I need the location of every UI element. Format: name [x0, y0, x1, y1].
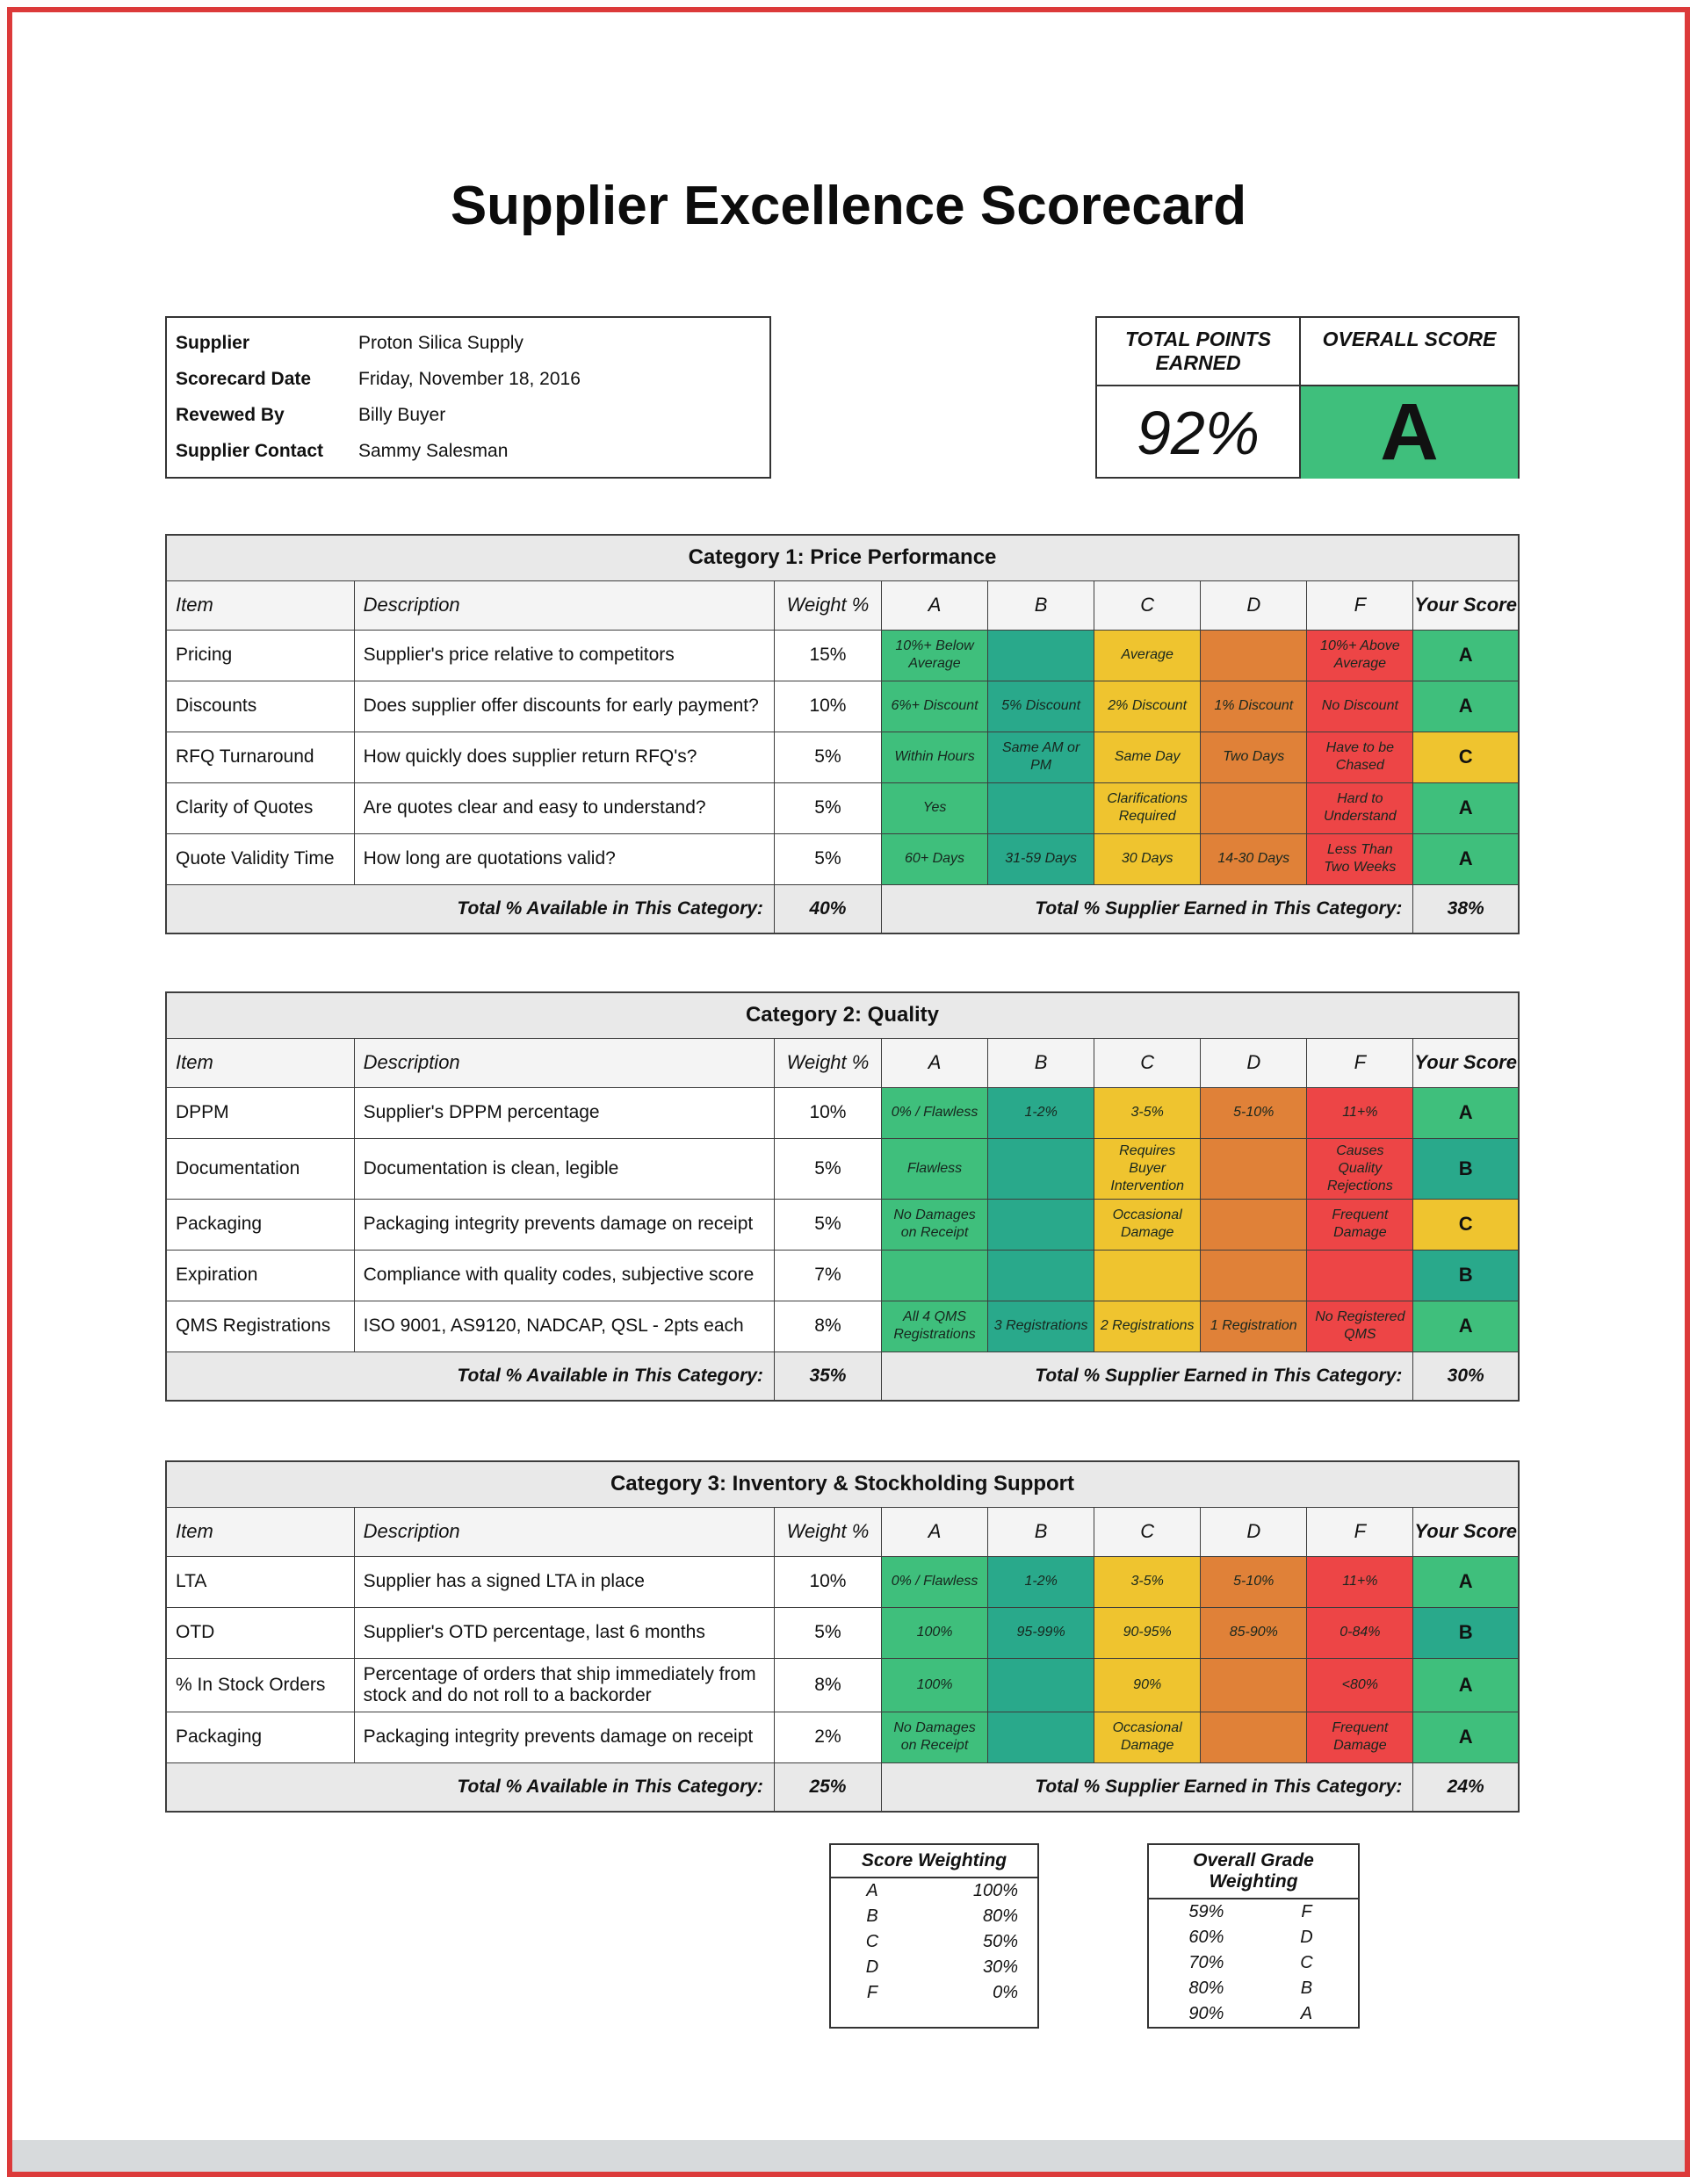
your-score-cell: C	[1413, 1199, 1519, 1250]
top-summary-row	[165, 316, 1520, 479]
grade-b-cell	[988, 1658, 1094, 1712]
scorecard-row	[166, 1301, 1519, 1351]
grade-c-cell: 3-5%	[1094, 1556, 1201, 1607]
supplier-info-row	[167, 441, 769, 462]
grade-a-cell: All 4 QMS Registrations	[882, 1301, 988, 1351]
total-available-label: Total % Available in This Category:	[166, 1762, 774, 1812]
weight-cell: 15%	[774, 630, 881, 681]
score-summary-header-row	[1097, 318, 1518, 386]
description-cell: Supplier's OTD percentage, last 6 months	[354, 1607, 774, 1658]
grade-f-cell: Less Than Two Weeks	[1307, 833, 1413, 884]
scorecard-row	[166, 1712, 1519, 1762]
category-2-title: Category 2: Quality	[166, 992, 1519, 1038]
grade-c-cell: 90-95%	[1094, 1607, 1201, 1658]
category-totals-row	[166, 1351, 1519, 1401]
reviewed-by-value: Billy Buyer	[358, 405, 446, 426]
total-earned-label: Total % Supplier Earned in This Category:	[882, 884, 1413, 933]
grade-f-cell: Frequent Damage	[1307, 1712, 1413, 1762]
grade-d-cell: 1 Registration	[1201, 1301, 1307, 1351]
page-title: Supplier Excellence Scorecard	[450, 176, 1247, 236]
grade-c-cell: Clarifications Required	[1094, 782, 1201, 833]
grade-d-cell: Two Days	[1201, 732, 1307, 782]
grade-b-cell: 95-99%	[988, 1607, 1094, 1658]
total-earned-value: 30%	[1413, 1351, 1519, 1401]
grade-f-cell: 0-84%	[1307, 1607, 1413, 1658]
grade-a-cell: 0% / Flawless	[882, 1087, 988, 1138]
weight-cell: 10%	[774, 681, 881, 732]
overall-grade-weighting-row: 59% F	[1188, 1902, 1312, 1921]
grade-d-cell: 5-10%	[1201, 1087, 1307, 1138]
grade-d-header: D	[1201, 1038, 1307, 1087]
page-frame	[7, 7, 1690, 2177]
supplier-contact-value: Sammy Salesman	[358, 441, 509, 462]
total-available-label: Total % Available in This Category:	[166, 1351, 774, 1401]
supplier-label: Supplier	[176, 332, 250, 353]
description-cell: Does supplier offer discounts for early payment?	[354, 681, 774, 732]
grade-c-cell: Average	[1094, 630, 1201, 681]
total-earned-value: 24%	[1413, 1762, 1519, 1812]
grade-f-header: F	[1307, 1038, 1413, 1087]
supplier-info-box	[165, 316, 771, 479]
grade-a-cell: 6%+ Discount	[882, 681, 988, 732]
total-earned-value: 38%	[1413, 884, 1519, 933]
description-cell: Supplier's price relative to competitors	[354, 630, 774, 681]
grade-a-cell	[882, 1250, 988, 1301]
item-cell: RFQ Turnaround	[166, 732, 354, 782]
score-weighting-table	[829, 1843, 1039, 2029]
grade-a-cell: 100%	[882, 1607, 988, 1658]
item-cell: Discounts	[166, 681, 354, 732]
overall-grade-weighting-row: 80% B	[1188, 1979, 1313, 1998]
your-score-header: Your Score	[1413, 1507, 1519, 1556]
category-totals-row	[166, 1762, 1519, 1812]
scorecard-row	[166, 1199, 1519, 1250]
weight-cell: 5%	[774, 732, 881, 782]
description-cell: Percentage of orders that ship immediately from stock and do not roll to a backorder	[354, 1658, 774, 1712]
score-weighting-row: B 80%	[866, 1906, 1018, 1926]
grade-c-cell: Occasional Damage	[1094, 1712, 1201, 1762]
supplier-info-row	[167, 369, 769, 390]
your-score-cell: A	[1413, 1712, 1519, 1762]
score-weighting-title: Score Weighting	[831, 1845, 1037, 1878]
your-score-cell: B	[1413, 1250, 1519, 1301]
grade-a-header: A	[882, 1038, 988, 1087]
column-header-row	[166, 1038, 1519, 1087]
grade-b-cell: 3 Registrations	[988, 1301, 1094, 1351]
category-title-row	[166, 535, 1519, 580]
description-cell: Are quotes clear and easy to understand?	[354, 782, 774, 833]
grade-c-cell: Same Day	[1094, 732, 1201, 782]
weight-cell: 10%	[774, 1556, 881, 1607]
grade-c-header: C	[1094, 1038, 1201, 1087]
description-header: Description	[354, 1507, 774, 1556]
score-weighting-row: F 0%	[866, 1983, 1018, 2002]
weight-cell: 7%	[774, 1250, 881, 1301]
grade-f-header: F	[1307, 580, 1413, 630]
description-cell: Supplier's DPPM percentage	[354, 1087, 774, 1138]
total-points-earned-header: TOTAL POINTS EARNED	[1097, 318, 1301, 385]
weight-cell: 5%	[774, 1607, 881, 1658]
grade-c-cell: Occasional Damage	[1094, 1199, 1201, 1250]
item-header: Item	[166, 1507, 354, 1556]
grade-b-header: B	[988, 1038, 1094, 1087]
grade-b-cell: 31-59 Days	[988, 833, 1094, 884]
overall-grade-weighting-row: 60% D	[1188, 1928, 1313, 1947]
grade-b-cell	[988, 1199, 1094, 1250]
grade-a-cell: No Damages on Receipt	[882, 1199, 988, 1250]
description-cell: Packaging integrity prevents damage on receipt	[354, 1712, 774, 1762]
item-cell: Packaging	[166, 1199, 354, 1250]
your-score-cell: A	[1413, 1658, 1519, 1712]
grade-d-cell	[1201, 782, 1307, 833]
description-cell: How quickly does supplier return RFQ's?	[354, 732, 774, 782]
grade-b-header: B	[988, 580, 1094, 630]
item-cell: Quote Validity Time	[166, 833, 354, 884]
item-cell: % In Stock Orders	[166, 1658, 354, 1712]
weight-cell: 2%	[774, 1712, 881, 1762]
item-cell: LTA	[166, 1556, 354, 1607]
grade-c-cell: Requires Buyer Intervention	[1094, 1138, 1201, 1199]
scorecard-row	[166, 1607, 1519, 1658]
total-available-label: Total % Available in This Category:	[166, 884, 774, 933]
score-weighting-row: C 50%	[865, 1932, 1018, 1951]
your-score-cell: A	[1413, 1087, 1519, 1138]
grade-f-cell: Hard to Understand	[1307, 782, 1413, 833]
weight-cell: 8%	[774, 1658, 881, 1712]
grade-a-header: A	[882, 1507, 988, 1556]
weight-header: Weight %	[774, 1507, 881, 1556]
grade-c-cell: 2% Discount	[1094, 681, 1201, 732]
scorecard-row	[166, 681, 1519, 732]
category-3-title: Category 3: Inventory & Stockholding Support	[166, 1461, 1519, 1507]
weight-header: Weight %	[774, 1038, 881, 1087]
scorecard-row	[166, 1087, 1519, 1138]
scorecard-row	[166, 630, 1519, 681]
item-cell: Packaging	[166, 1712, 354, 1762]
your-score-cell: B	[1413, 1138, 1519, 1199]
item-header: Item	[166, 580, 354, 630]
grade-d-header: D	[1201, 1507, 1307, 1556]
description-cell: Compliance with quality codes, subjective score	[354, 1250, 774, 1301]
total-earned-label: Total % Supplier Earned in This Category:	[882, 1351, 1413, 1401]
grade-f-cell: Frequent Damage	[1307, 1199, 1413, 1250]
description-cell: How long are quotations valid?	[354, 833, 774, 884]
grade-b-cell: 1-2%	[988, 1087, 1094, 1138]
overall-score-value: A	[1301, 386, 1518, 479]
grade-f-cell: 10%+ Above Average	[1307, 630, 1413, 681]
grade-f-cell: 11+%	[1307, 1087, 1413, 1138]
grade-f-header: F	[1307, 1507, 1413, 1556]
item-header: Item	[166, 1038, 354, 1087]
grade-c-cell: 3-5%	[1094, 1087, 1201, 1138]
grade-a-cell: 100%	[882, 1658, 988, 1712]
grade-d-cell	[1201, 1199, 1307, 1250]
your-score-header: Your Score	[1413, 1038, 1519, 1087]
your-score-header: Your Score	[1413, 580, 1519, 630]
supplier-value: Proton Silica Supply	[358, 332, 524, 353]
description-cell: ISO 9001, AS9120, NADCAP, QSL - 2pts each	[354, 1301, 774, 1351]
supplier-contact-label: Supplier Contact	[176, 441, 324, 462]
grade-b-cell	[988, 1138, 1094, 1199]
your-score-cell: C	[1413, 732, 1519, 782]
grade-d-cell: 14-30 Days	[1201, 833, 1307, 884]
grade-f-cell: Causes Quality Rejections	[1307, 1138, 1413, 1199]
supplier-info-row	[167, 405, 769, 426]
overall-grade-weighting-title: Overall Grade Weighting	[1149, 1845, 1358, 1899]
description-header: Description	[354, 1038, 774, 1087]
grade-d-cell	[1201, 1138, 1307, 1199]
grade-b-cell	[988, 1250, 1094, 1301]
grade-d-cell	[1201, 1250, 1307, 1301]
total-available-value: 25%	[774, 1762, 881, 1812]
grade-f-cell: No Discount	[1307, 681, 1413, 732]
description-cell: Documentation is clean, legible	[354, 1138, 774, 1199]
weight-cell: 8%	[774, 1301, 881, 1351]
overall-grade-weighting-table	[1147, 1843, 1360, 2029]
description-cell: Supplier has a signed LTA in place	[354, 1556, 774, 1607]
category-2-table	[165, 991, 1520, 1402]
supplier-info-row	[167, 333, 769, 354]
grade-c-cell: 90%	[1094, 1658, 1201, 1712]
grade-c-cell: 2 Registrations	[1094, 1301, 1201, 1351]
grade-a-cell: Yes	[882, 782, 988, 833]
grade-d-cell	[1201, 630, 1307, 681]
grade-a-cell: 60+ Days	[882, 833, 988, 884]
score-weighting-row: A 100%	[866, 1881, 1018, 1900]
weight-cell: 5%	[774, 1138, 881, 1199]
your-score-cell: A	[1413, 782, 1519, 833]
grade-f-cell: No Registered QMS	[1307, 1301, 1413, 1351]
grade-b-cell	[988, 1712, 1094, 1762]
grade-b-cell: 5% Discount	[988, 681, 1094, 732]
item-cell: OTD	[166, 1607, 354, 1658]
item-cell: Pricing	[166, 630, 354, 681]
item-cell: Expiration	[166, 1250, 354, 1301]
grade-b-header: B	[988, 1507, 1094, 1556]
scorecard-date-value: Friday, November 18, 2016	[358, 368, 581, 389]
item-cell: DPPM	[166, 1087, 354, 1138]
total-earned-label: Total % Supplier Earned in This Category:	[882, 1762, 1413, 1812]
total-available-value: 35%	[774, 1351, 881, 1401]
item-cell: Clarity of Quotes	[166, 782, 354, 833]
category-1-title: Category 1: Price Performance	[166, 535, 1519, 580]
weight-header: Weight %	[774, 580, 881, 630]
grade-a-cell: 0% / Flawless	[882, 1556, 988, 1607]
weight-cell: 5%	[774, 1199, 881, 1250]
grade-f-cell	[1307, 1250, 1413, 1301]
grade-b-cell: 1-2%	[988, 1556, 1094, 1607]
description-header: Description	[354, 580, 774, 630]
grade-d-cell: 1% Discount	[1201, 681, 1307, 732]
category-3-table	[165, 1460, 1520, 1813]
grade-a-cell: Flawless	[882, 1138, 988, 1199]
your-score-cell: A	[1413, 681, 1519, 732]
weight-cell: 5%	[774, 782, 881, 833]
grade-c-cell: 30 Days	[1094, 833, 1201, 884]
column-header-row	[166, 1507, 1519, 1556]
grade-f-cell: Have to be Chased	[1307, 732, 1413, 782]
grade-f-cell: <80%	[1307, 1658, 1413, 1712]
page-edge-strip	[12, 2140, 1685, 2172]
grade-a-cell: No Damages on Receipt	[882, 1712, 988, 1762]
item-cell: QMS Registrations	[166, 1301, 354, 1351]
overall-score-header: OVERALL SCORE	[1322, 328, 1497, 350]
reviewed-by-label: Revewed By	[176, 405, 285, 426]
grade-b-cell	[988, 782, 1094, 833]
scorecard-row	[166, 1658, 1519, 1712]
your-score-cell: A	[1413, 1301, 1519, 1351]
grade-d-cell: 5-10%	[1201, 1556, 1307, 1607]
grade-b-cell: Same AM or PM	[988, 732, 1094, 782]
total-available-value: 40%	[774, 884, 881, 933]
grade-d-header: D	[1201, 580, 1307, 630]
category-1-table	[165, 534, 1520, 934]
description-cell: Packaging integrity prevents damage on receipt	[354, 1199, 774, 1250]
column-header-row	[166, 580, 1519, 630]
scorecard-row	[166, 782, 1519, 833]
your-score-cell: A	[1413, 833, 1519, 884]
grade-a-header: A	[882, 580, 988, 630]
overall-grade-weighting-row: 70% C	[1188, 1953, 1313, 1972]
grade-f-cell: 11+%	[1307, 1556, 1413, 1607]
item-cell: Documentation	[166, 1138, 354, 1199]
weighting-tables-row	[165, 1843, 1520, 2029]
score-summary-body	[1097, 386, 1518, 479]
grade-a-cell: 10%+ Below Average	[882, 630, 988, 681]
category-title-row	[166, 992, 1519, 1038]
scorecard-row	[166, 1250, 1519, 1301]
your-score-cell: A	[1413, 630, 1519, 681]
overall-grade-weighting-row: 90% A	[1188, 2004, 1313, 2023]
weight-cell: 10%	[774, 1087, 881, 1138]
scorecard-content	[165, 316, 1520, 2157]
grade-d-cell: 85-90%	[1201, 1607, 1307, 1658]
your-score-cell: B	[1413, 1607, 1519, 1658]
grade-b-cell	[988, 630, 1094, 681]
score-summary-box	[1095, 316, 1520, 479]
grade-c-header: C	[1094, 580, 1201, 630]
category-title-row	[166, 1461, 1519, 1507]
grade-d-cell	[1201, 1712, 1307, 1762]
scorecard-row	[166, 1138, 1519, 1199]
grade-c-cell	[1094, 1250, 1201, 1301]
scorecard-row	[166, 833, 1519, 884]
total-points-earned-value: 92%	[1097, 386, 1301, 479]
scorecard-row	[166, 732, 1519, 782]
grade-d-cell	[1201, 1658, 1307, 1712]
score-weighting-row: D 30%	[865, 1957, 1018, 1977]
your-score-cell: A	[1413, 1556, 1519, 1607]
grade-a-cell: Within Hours	[882, 732, 988, 782]
category-totals-row	[166, 884, 1519, 933]
weight-cell: 5%	[774, 833, 881, 884]
scorecard-row	[166, 1556, 1519, 1607]
grade-c-header: C	[1094, 1507, 1201, 1556]
scorecard-date-label: Scorecard Date	[176, 368, 312, 389]
